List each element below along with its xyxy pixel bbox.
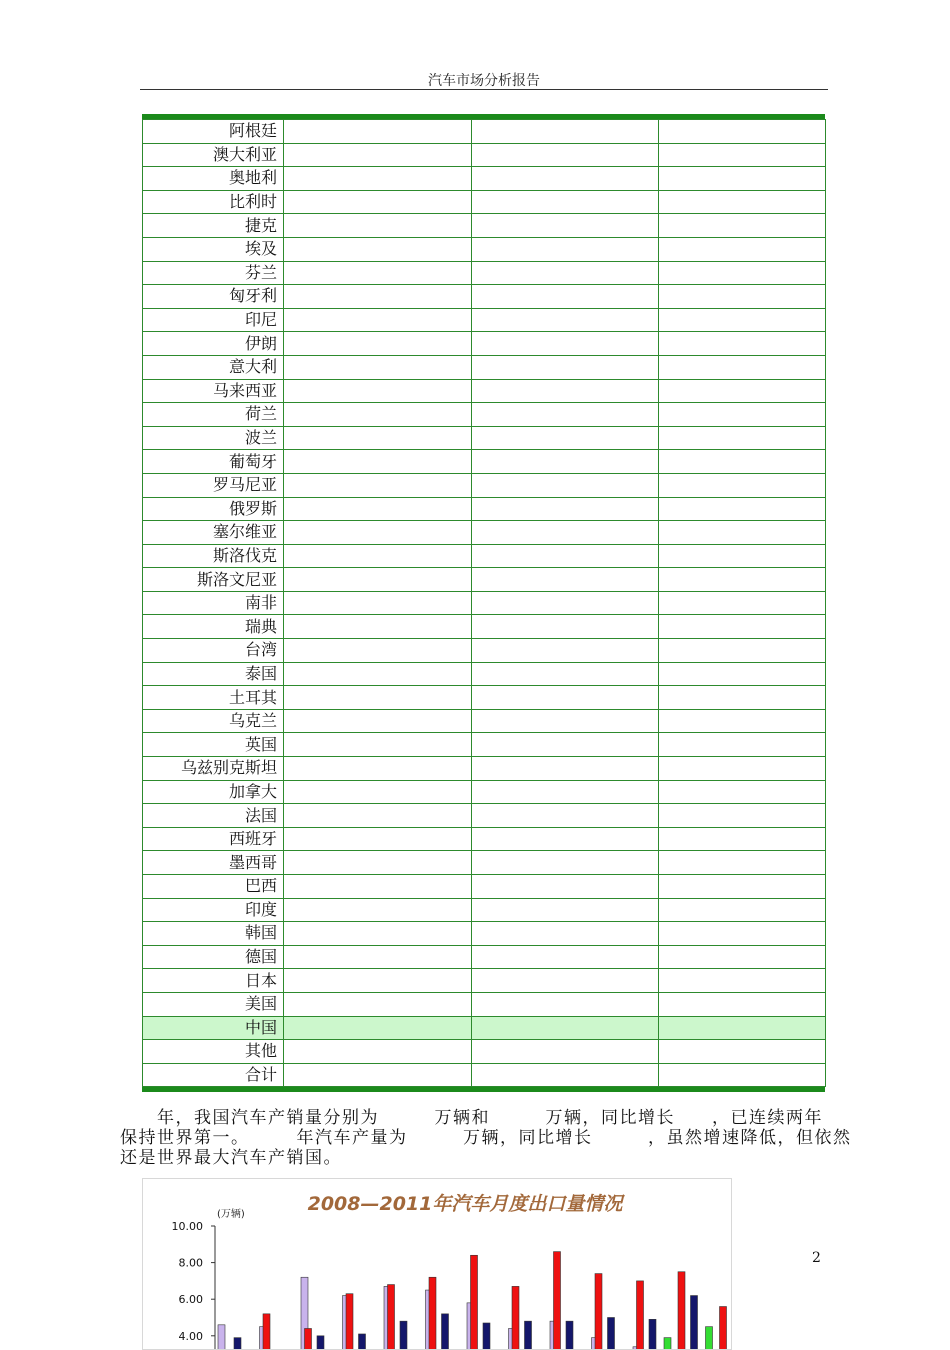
y-tick-label: 6.00: [178, 1293, 203, 1307]
empty-value-cell: [659, 473, 826, 497]
bar: [720, 1307, 727, 1349]
empty-value-cell: [284, 1016, 472, 1040]
empty-value-cell: [284, 261, 472, 285]
y-tick-label: 8.00: [178, 1256, 203, 1270]
bar: [305, 1328, 312, 1349]
paragraph-line: 年，我国汽车产销量分别为 万辆和 万辆，同比增长 ，已连续两年: [120, 1108, 823, 1128]
empty-value-cell: [472, 922, 659, 946]
empty-value-cell: [284, 733, 472, 757]
country-name-cell: 阿根廷: [143, 120, 284, 144]
empty-value-cell: [284, 473, 472, 497]
empty-value-cell: [659, 261, 826, 285]
empty-value-cell: [659, 804, 826, 828]
empty-value-cell: [284, 190, 472, 214]
empty-value-cell: [284, 804, 472, 828]
table-row: [143, 167, 826, 191]
bar: [483, 1323, 490, 1349]
empty-value-cell: [659, 851, 826, 875]
empty-value-cell: [472, 1016, 659, 1040]
empty-value-cell: [284, 615, 472, 639]
empty-value-cell: [659, 686, 826, 710]
empty-value-cell: [284, 922, 472, 946]
country-name-cell: 埃及: [143, 237, 284, 261]
paragraph-line: 还是世界最大汽车产销国。: [120, 1148, 342, 1168]
empty-value-cell: [284, 780, 472, 804]
empty-value-cell: [284, 945, 472, 969]
empty-value-cell: [472, 615, 659, 639]
bar: [359, 1334, 366, 1349]
empty-value-cell: [284, 379, 472, 403]
bar: [512, 1286, 519, 1349]
empty-value-cell: [659, 945, 826, 969]
empty-value-cell: [284, 332, 472, 356]
empty-value-cell: [659, 898, 826, 922]
table-row: [143, 1016, 826, 1040]
empty-value-cell: [472, 332, 659, 356]
bar: [429, 1277, 436, 1349]
country-name-cell: 伊朗: [143, 332, 284, 356]
empty-value-cell: [472, 1063, 659, 1087]
empty-value-cell: [659, 875, 826, 899]
empty-value-cell: [472, 898, 659, 922]
country-name-cell: 乌克兰: [143, 709, 284, 733]
empty-value-cell: [659, 143, 826, 167]
empty-value-cell: [659, 544, 826, 568]
empty-value-cell: [472, 662, 659, 686]
country-name-cell: 斯洛文尼亚: [143, 568, 284, 592]
empty-value-cell: [472, 969, 659, 993]
empty-value-cell: [659, 1040, 826, 1064]
bar: [678, 1272, 685, 1349]
country-name-cell: 土耳其: [143, 686, 284, 710]
empty-value-cell: [284, 1040, 472, 1064]
empty-value-cell: [284, 285, 472, 309]
empty-value-cell: [284, 544, 472, 568]
country-name-cell: 马来西亚: [143, 379, 284, 403]
empty-value-cell: [472, 261, 659, 285]
table-row: [143, 639, 826, 663]
empty-value-cell: [284, 497, 472, 521]
empty-value-cell: [659, 827, 826, 851]
table-row: [143, 450, 826, 474]
table-row: [143, 332, 826, 356]
country-name-cell: 波兰: [143, 426, 284, 450]
empty-value-cell: [472, 686, 659, 710]
empty-value-cell: [472, 780, 659, 804]
country-name-cell: 西班牙: [143, 827, 284, 851]
table-row: [143, 521, 826, 545]
empty-value-cell: [659, 355, 826, 379]
bar: [234, 1338, 241, 1349]
bar: [218, 1325, 225, 1349]
table-row: [143, 709, 826, 733]
empty-value-cell: [472, 308, 659, 332]
country-name-cell: 奥地利: [143, 167, 284, 191]
export-chart: [142, 1178, 732, 1350]
empty-value-cell: [472, 709, 659, 733]
empty-value-cell: [472, 568, 659, 592]
empty-value-cell: [472, 1040, 659, 1064]
empty-value-cell: [659, 591, 826, 615]
table-row: [143, 757, 826, 781]
empty-value-cell: [284, 662, 472, 686]
chart-title: 2008—2011年汽车月度出口量情况: [307, 1193, 623, 1215]
bar: [637, 1281, 644, 1349]
empty-value-cell: [284, 709, 472, 733]
empty-value-cell: [472, 237, 659, 261]
empty-value-cell: [284, 214, 472, 238]
paragraph-line: 保持世界第一。 年汽车产量为 万辆，同比增长 ，虽然增速降低，但依然: [120, 1128, 852, 1148]
country-name-cell: 塞尔维亚: [143, 521, 284, 545]
empty-value-cell: [659, 190, 826, 214]
empty-value-cell: [659, 780, 826, 804]
table-row: [143, 120, 826, 144]
bar: [664, 1338, 671, 1349]
table-row: [143, 851, 826, 875]
bar: [400, 1321, 407, 1349]
empty-value-cell: [472, 945, 659, 969]
bar: [317, 1336, 324, 1349]
empty-value-cell: [472, 426, 659, 450]
table-row: [143, 190, 826, 214]
empty-value-cell: [472, 875, 659, 899]
country-name-cell: 意大利: [143, 355, 284, 379]
empty-value-cell: [284, 851, 472, 875]
country-name-cell: 印度: [143, 898, 284, 922]
empty-value-cell: [659, 615, 826, 639]
table-row: [143, 992, 826, 1016]
empty-value-cell: [659, 521, 826, 545]
empty-value-cell: [472, 804, 659, 828]
country-name-cell: 乌兹别克斯坦: [143, 757, 284, 781]
country-name-cell: 南非: [143, 591, 284, 615]
table-bottom-rule: [142, 1087, 825, 1092]
empty-value-cell: [284, 426, 472, 450]
country-name-cell: 法国: [143, 804, 284, 828]
country-name-cell: 比利时: [143, 190, 284, 214]
table-row: [143, 1063, 826, 1087]
country-name-cell: 印尼: [143, 308, 284, 332]
empty-value-cell: [472, 167, 659, 191]
table-row: [143, 308, 826, 332]
empty-value-cell: [472, 757, 659, 781]
country-table-grid: [142, 119, 826, 1087]
empty-value-cell: [659, 757, 826, 781]
bar: [649, 1319, 656, 1349]
empty-value-cell: [659, 1016, 826, 1040]
empty-value-cell: [472, 851, 659, 875]
bar: [525, 1321, 532, 1349]
empty-value-cell: [472, 285, 659, 309]
country-name-cell: 德国: [143, 945, 284, 969]
table-row: [143, 214, 826, 238]
empty-value-cell: [659, 167, 826, 191]
empty-value-cell: [284, 403, 472, 427]
country-name-cell: 台湾: [143, 639, 284, 663]
empty-value-cell: [659, 120, 826, 144]
empty-value-cell: [472, 473, 659, 497]
country-table: [142, 114, 825, 1092]
country-name-cell: 斯洛伐克: [143, 544, 284, 568]
empty-value-cell: [659, 237, 826, 261]
empty-value-cell: [659, 1063, 826, 1087]
empty-value-cell: [472, 379, 659, 403]
country-name-cell: 其他: [143, 1040, 284, 1064]
table-row: [143, 686, 826, 710]
table-row: [143, 568, 826, 592]
empty-value-cell: [472, 355, 659, 379]
table-row: [143, 945, 826, 969]
empty-value-cell: [659, 450, 826, 474]
export-chart-svg: [143, 1179, 731, 1349]
empty-value-cell: [659, 639, 826, 663]
header-rule: [140, 89, 828, 90]
country-name-cell: 日本: [143, 969, 284, 993]
bar: [691, 1296, 698, 1349]
country-name-cell: 芬兰: [143, 261, 284, 285]
table-row: [143, 426, 826, 450]
table-row: [143, 922, 826, 946]
empty-value-cell: [659, 497, 826, 521]
table-row: [143, 591, 826, 615]
empty-value-cell: [284, 450, 472, 474]
country-name-cell: 加拿大: [143, 780, 284, 804]
empty-value-cell: [284, 969, 472, 993]
empty-value-cell: [472, 544, 659, 568]
country-name-cell: 澳大利亚: [143, 143, 284, 167]
bar: [566, 1321, 573, 1349]
page-number: 2: [812, 1250, 821, 1266]
bar: [706, 1327, 713, 1349]
empty-value-cell: [472, 521, 659, 545]
table-row: [143, 261, 826, 285]
empty-value-cell: [472, 450, 659, 474]
empty-value-cell: [472, 827, 659, 851]
empty-value-cell: [472, 591, 659, 615]
empty-value-cell: [659, 733, 826, 757]
y-tick-label: 10.00: [171, 1220, 203, 1233]
empty-value-cell: [284, 757, 472, 781]
empty-value-cell: [284, 521, 472, 545]
table-row: [143, 544, 826, 568]
country-name-cell: 捷克: [143, 214, 284, 238]
empty-value-cell: [472, 733, 659, 757]
country-name-cell: 巴西: [143, 875, 284, 899]
empty-value-cell: [284, 568, 472, 592]
country-name-cell: 荷兰: [143, 403, 284, 427]
y-tick-label: 4.00: [178, 1329, 203, 1343]
table-row: [143, 662, 826, 686]
country-name-cell: 合计: [143, 1063, 284, 1087]
country-name-cell: 葡萄牙: [143, 450, 284, 474]
empty-value-cell: [472, 992, 659, 1016]
bar: [471, 1255, 478, 1349]
table-row: [143, 379, 826, 403]
country-name-cell: 美国: [143, 992, 284, 1016]
table-row: [143, 898, 826, 922]
empty-value-cell: [472, 143, 659, 167]
empty-value-cell: [659, 426, 826, 450]
empty-value-cell: [659, 285, 826, 309]
empty-value-cell: [284, 591, 472, 615]
empty-value-cell: [659, 662, 826, 686]
empty-value-cell: [659, 922, 826, 946]
empty-value-cell: [659, 992, 826, 1016]
empty-value-cell: [284, 355, 472, 379]
empty-value-cell: [284, 898, 472, 922]
empty-value-cell: [284, 639, 472, 663]
table-row: [143, 733, 826, 757]
table-row: [143, 285, 826, 309]
table-row: [143, 780, 826, 804]
empty-value-cell: [284, 827, 472, 851]
empty-value-cell: [284, 1063, 472, 1087]
bar: [554, 1252, 561, 1349]
country-name-cell: 韩国: [143, 922, 284, 946]
table-row: [143, 969, 826, 993]
empty-value-cell: [659, 969, 826, 993]
table-row: [143, 237, 826, 261]
table-row: [143, 804, 826, 828]
table-row: [143, 875, 826, 899]
country-name-cell: 中国: [143, 1016, 284, 1040]
empty-value-cell: [284, 992, 472, 1016]
empty-value-cell: [659, 332, 826, 356]
country-name-cell: 泰国: [143, 662, 284, 686]
table-row: [143, 615, 826, 639]
empty-value-cell: [284, 120, 472, 144]
empty-value-cell: [472, 190, 659, 214]
empty-value-cell: [472, 120, 659, 144]
empty-value-cell: [659, 379, 826, 403]
table-row: [143, 143, 826, 167]
bar: [388, 1285, 395, 1349]
country-name-cell: 瑞典: [143, 615, 284, 639]
country-name-cell: 匈牙利: [143, 285, 284, 309]
empty-value-cell: [284, 686, 472, 710]
empty-value-cell: [659, 568, 826, 592]
empty-value-cell: [284, 167, 472, 191]
empty-value-cell: [472, 497, 659, 521]
bar: [608, 1318, 615, 1350]
empty-value-cell: [284, 143, 472, 167]
empty-value-cell: [472, 403, 659, 427]
country-name-cell: 英国: [143, 733, 284, 757]
empty-value-cell: [659, 403, 826, 427]
empty-value-cell: [659, 214, 826, 238]
bar: [346, 1294, 353, 1349]
table-row: [143, 497, 826, 521]
bar: [595, 1274, 602, 1349]
table-row: [143, 355, 826, 379]
empty-value-cell: [284, 308, 472, 332]
empty-value-cell: [659, 308, 826, 332]
summary-paragraph: [120, 1108, 852, 1168]
empty-value-cell: [472, 639, 659, 663]
table-row: [143, 827, 826, 851]
country-name-cell: 俄罗斯: [143, 497, 284, 521]
empty-value-cell: [284, 875, 472, 899]
empty-value-cell: [472, 214, 659, 238]
page-header-title: 汽车市场分析报告: [428, 73, 540, 89]
country-name-cell: 罗马尼亚: [143, 473, 284, 497]
empty-value-cell: [659, 709, 826, 733]
table-row: [143, 403, 826, 427]
table-row: [143, 1040, 826, 1064]
table-row: [143, 473, 826, 497]
empty-value-cell: [284, 237, 472, 261]
country-name-cell: 墨西哥: [143, 851, 284, 875]
y-axis-unit-label: (万辆): [217, 1209, 245, 1220]
